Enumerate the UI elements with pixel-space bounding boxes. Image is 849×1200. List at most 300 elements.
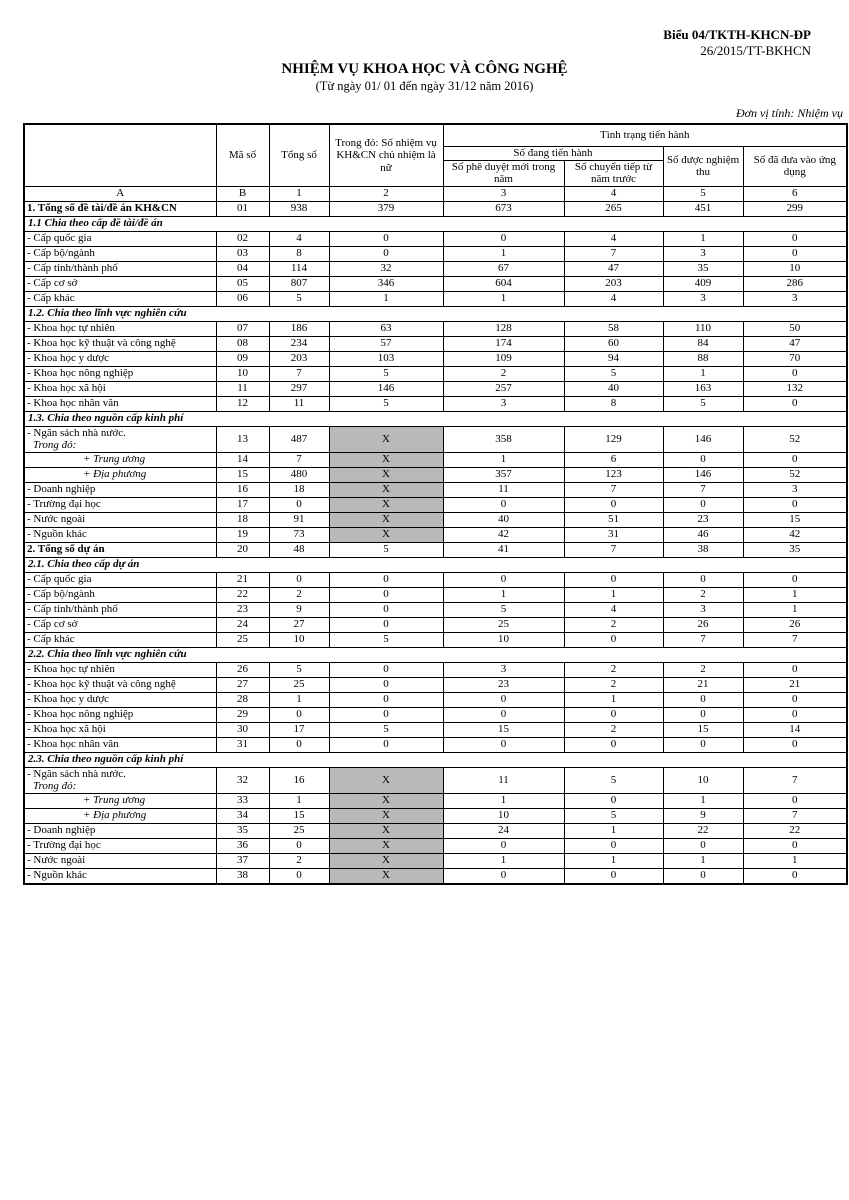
cell-value: 1 — [329, 291, 443, 306]
cell-value: 357 — [443, 467, 564, 482]
cell-value: 0 — [564, 572, 663, 587]
cell-value: 7 — [743, 767, 847, 793]
section-row — [24, 557, 847, 572]
cell-value: 163 — [663, 381, 743, 396]
cell-value: 297 — [269, 381, 329, 396]
cell-value: 1 — [443, 793, 564, 808]
cell-value: 3 — [663, 602, 743, 617]
cell-value: 129 — [564, 426, 663, 452]
cell-value: 91 — [269, 512, 329, 527]
header-chuyen-tiep: Số chuyển tiếp từ năm trước — [564, 160, 663, 186]
section-label: 2.2. Chia theo lĩnh vực nghiên cứu — [24, 647, 847, 662]
table-row — [24, 542, 847, 557]
cell-value: 114 — [269, 261, 329, 276]
cell-value: 51 — [564, 512, 663, 527]
cell-value: 2 — [269, 587, 329, 602]
page-title: NHIỆM VỤ KHOA HỌC VÀ CÔNG NGHỆ — [281, 61, 568, 77]
table-row — [24, 452, 847, 467]
cell-value: 0 — [743, 452, 847, 467]
cell-value: 7 — [564, 542, 663, 557]
cell-value: 10 — [269, 632, 329, 647]
cell-value: 234 — [269, 336, 329, 351]
cell-value: 807 — [269, 276, 329, 291]
cell-value: 7 — [269, 366, 329, 381]
cell-value: 0 — [743, 838, 847, 853]
cell-value: 265 — [564, 201, 663, 216]
row-label: - Khoa học xã hội — [24, 722, 216, 737]
cell-value: 35 — [743, 542, 847, 557]
cell-value: 11 — [443, 767, 564, 793]
row-label: - Cấp bộ/ngành — [24, 246, 216, 261]
cell-value: 379 — [329, 201, 443, 216]
cell-value: 5 — [269, 662, 329, 677]
row-code: 04 — [216, 261, 269, 276]
row-code: 28 — [216, 692, 269, 707]
row-code: 18 — [216, 512, 269, 527]
cell-value: 5 — [329, 632, 443, 647]
table-row — [24, 276, 847, 291]
cell-value: 0 — [329, 737, 443, 752]
cell-value: X — [329, 467, 443, 482]
row-label: + Trung ương — [24, 793, 216, 808]
cell-value: 7 — [663, 482, 743, 497]
cell-value: 0 — [564, 632, 663, 647]
cell-value: 0 — [663, 737, 743, 752]
cell-value: 31 — [564, 527, 663, 542]
title-block — [0, 60, 849, 94]
cell-value: 487 — [269, 426, 329, 452]
cell-value: 7 — [743, 808, 847, 823]
cell-value: 3 — [743, 482, 847, 497]
cell-value: 26 — [743, 617, 847, 632]
section-row — [24, 647, 847, 662]
cell-value: 128 — [443, 321, 564, 336]
cell-value: X — [329, 823, 443, 838]
table-row — [24, 572, 847, 587]
row-code: 01 — [216, 201, 269, 216]
row-code: 30 — [216, 722, 269, 737]
cell-value: 0 — [269, 497, 329, 512]
cell-value: 1 — [269, 692, 329, 707]
row-label: - Khoa học y dược — [24, 351, 216, 366]
row-label: - Khoa học nông nghiệp — [24, 366, 216, 381]
cell-value: 3 — [443, 662, 564, 677]
index-cell: A — [24, 186, 216, 201]
header-tong-so: Tổng số — [269, 124, 329, 186]
table-row — [24, 426, 847, 452]
cell-value: 0 — [329, 602, 443, 617]
row-code: 15 — [216, 467, 269, 482]
header-trong-do: Trong đó: Số nhiệm vụ KH&CN chủ nhiệm là nữ — [329, 124, 443, 186]
cell-value: 5 — [329, 396, 443, 411]
table-row — [24, 291, 847, 306]
cell-value: 0 — [329, 572, 443, 587]
cell-value: 0 — [564, 793, 663, 808]
row-code: 09 — [216, 351, 269, 366]
table-row — [24, 617, 847, 632]
cell-value: 2 — [564, 662, 663, 677]
unit-note: Đơn vị tính: Nhiệm vụ — [735, 106, 843, 120]
index-cell: 5 — [663, 186, 743, 201]
cell-value: 48 — [269, 542, 329, 557]
row-code: 36 — [216, 838, 269, 853]
row-label: - Nguồn khác — [24, 868, 216, 884]
row-label: + Địa phương — [24, 467, 216, 482]
row-code: 16 — [216, 482, 269, 497]
table-row — [24, 497, 847, 512]
cell-value: 9 — [269, 602, 329, 617]
cell-value: 15 — [269, 808, 329, 823]
table-row — [24, 351, 847, 366]
cell-value: 94 — [564, 351, 663, 366]
row-label: - Khoa học tự nhiên — [24, 662, 216, 677]
cell-value: 58 — [564, 321, 663, 336]
cell-value: X — [329, 482, 443, 497]
cell-value: 38 — [663, 542, 743, 557]
cell-value: 5 — [663, 396, 743, 411]
cell-value: 286 — [743, 276, 847, 291]
table-row — [24, 587, 847, 602]
cell-value: 21 — [663, 677, 743, 692]
cell-value: X — [329, 767, 443, 793]
table-row — [24, 482, 847, 497]
cell-value: 0 — [743, 497, 847, 512]
cell-value: 0 — [564, 707, 663, 722]
cell-value: 146 — [329, 381, 443, 396]
cell-value: 23 — [663, 512, 743, 527]
row-label: - Nước ngoài — [24, 853, 216, 868]
row-label: - Khoa học kỹ thuật và công nghệ — [24, 677, 216, 692]
cell-value: 27 — [269, 617, 329, 632]
cell-value: 11 — [443, 482, 564, 497]
cell-value: 1 — [269, 793, 329, 808]
cell-value: 47 — [743, 336, 847, 351]
table-row — [24, 512, 847, 527]
cell-value: 52 — [743, 467, 847, 482]
row-code: 38 — [216, 868, 269, 884]
cell-value: 4 — [564, 231, 663, 246]
cell-value: 8 — [564, 396, 663, 411]
cell-value: 0 — [743, 662, 847, 677]
index-cell: 2 — [329, 186, 443, 201]
row-code: 17 — [216, 497, 269, 512]
cell-value: 2 — [663, 662, 743, 677]
cell-value: 0 — [443, 692, 564, 707]
cell-value: 0 — [743, 246, 847, 261]
row-code: 37 — [216, 853, 269, 868]
index-cell: 1 — [269, 186, 329, 201]
cell-value: 3 — [743, 291, 847, 306]
doc-ref-line-2: 26/2015/TT-BKHCN — [700, 43, 811, 58]
cell-value: 1 — [564, 823, 663, 838]
cell-value: 7 — [743, 632, 847, 647]
table-row — [24, 722, 847, 737]
row-label: + Địa phương — [24, 808, 216, 823]
cell-value: 0 — [743, 231, 847, 246]
row-code: 26 — [216, 662, 269, 677]
cell-value: 67 — [443, 261, 564, 276]
cell-value: 1 — [564, 692, 663, 707]
cell-value: 673 — [443, 201, 564, 216]
cell-value: 0 — [663, 838, 743, 853]
cell-value: 0 — [269, 707, 329, 722]
row-label: - Doanh nghiệp — [24, 823, 216, 838]
table-row — [24, 246, 847, 261]
row-label: - Cấp quốc gia — [24, 572, 216, 587]
table-row — [24, 868, 847, 884]
cell-value: 0 — [663, 452, 743, 467]
row-code: 02 — [216, 231, 269, 246]
header-dang-tien-hanh: Số đang tiến hành — [443, 146, 663, 160]
row-code: 23 — [216, 602, 269, 617]
cell-value: 40 — [564, 381, 663, 396]
cell-value: 1 — [663, 793, 743, 808]
table-row — [24, 396, 847, 411]
cell-value: 70 — [743, 351, 847, 366]
cell-value: 0 — [743, 707, 847, 722]
cell-value: 63 — [329, 321, 443, 336]
section-label: 1.1 Chia theo cấp đề tài/đề án — [24, 216, 847, 231]
index-cell: 3 — [443, 186, 564, 201]
cell-value: 1 — [663, 366, 743, 381]
row-label: - Trường đại học — [24, 838, 216, 853]
cell-value: 0 — [663, 572, 743, 587]
cell-value: 4 — [564, 602, 663, 617]
table-row — [24, 527, 847, 542]
row-label-line1: - Ngân sách nhà nước. — [27, 767, 126, 780]
cell-value: 1 — [564, 853, 663, 868]
cell-value: 22 — [663, 823, 743, 838]
row-label: - Cấp khác — [24, 632, 216, 647]
table-row — [24, 707, 847, 722]
cell-value: 174 — [443, 336, 564, 351]
cell-value: 0 — [443, 868, 564, 884]
cell-value: 1 — [443, 587, 564, 602]
index-row — [24, 186, 847, 201]
row-label: - Cấp cơ sở — [24, 617, 216, 632]
cell-value: 35 — [663, 261, 743, 276]
row-code: 25 — [216, 632, 269, 647]
cell-value: 2 — [564, 677, 663, 692]
row-label: - Cấp bộ/ngành — [24, 587, 216, 602]
cell-value: 0 — [743, 366, 847, 381]
cell-value: 5 — [564, 808, 663, 823]
row-label-line2: Trong đó: — [33, 780, 77, 792]
section-label: 2.1. Chia theo cấp dự án — [24, 557, 847, 572]
header-row-label-blank — [24, 124, 216, 186]
table-row — [24, 381, 847, 396]
cell-value: 0 — [329, 246, 443, 261]
cell-value: 0 — [329, 707, 443, 722]
cell-value: 257 — [443, 381, 564, 396]
cell-value: 18 — [269, 482, 329, 497]
cell-value: 2 — [269, 853, 329, 868]
row-code: 10 — [216, 366, 269, 381]
cell-value: 0 — [443, 572, 564, 587]
cell-value: 5 — [443, 602, 564, 617]
cell-value: 5 — [329, 366, 443, 381]
cell-value: 1 — [443, 246, 564, 261]
cell-value: 299 — [743, 201, 847, 216]
row-code: 12 — [216, 396, 269, 411]
row-label: 2. Tổng số dự án — [24, 542, 216, 557]
cell-value: 4 — [564, 291, 663, 306]
doc-ref-line-1: Biểu 04/TKTH-KHCN-ĐP — [663, 27, 811, 42]
row-code: 20 — [216, 542, 269, 557]
cell-value: 0 — [564, 737, 663, 752]
section-row — [24, 216, 847, 231]
cell-value: 84 — [663, 336, 743, 351]
cell-value: 2 — [443, 366, 564, 381]
cell-value: 0 — [443, 707, 564, 722]
cell-value: 0 — [564, 838, 663, 853]
cell-value: 0 — [329, 617, 443, 632]
cell-value: 21 — [743, 677, 847, 692]
cell-value: 22 — [743, 823, 847, 838]
table-row — [24, 677, 847, 692]
table-row — [24, 793, 847, 808]
cell-value: 23 — [443, 677, 564, 692]
cell-value: X — [329, 497, 443, 512]
cell-value: 1 — [443, 291, 564, 306]
cell-value: 110 — [663, 321, 743, 336]
row-label: 1. Tổng số đề tài/đề án KH&CN — [24, 201, 216, 216]
row-code: 05 — [216, 276, 269, 291]
cell-value: 0 — [443, 231, 564, 246]
row-label: - Cấp khác — [24, 291, 216, 306]
cell-value: 103 — [329, 351, 443, 366]
row-label: - Khoa học xã hội — [24, 381, 216, 396]
cell-value: 1 — [564, 587, 663, 602]
row-label: - Khoa học y dược — [24, 692, 216, 707]
cell-value: 24 — [443, 823, 564, 838]
table-row — [24, 767, 847, 793]
cell-value: 0 — [743, 737, 847, 752]
section-row — [24, 752, 847, 767]
cell-value: X — [329, 512, 443, 527]
cell-value: 146 — [663, 467, 743, 482]
table-row — [24, 808, 847, 823]
cell-value: 46 — [663, 527, 743, 542]
table-row — [24, 336, 847, 351]
cell-value: 0 — [269, 868, 329, 884]
cell-value: 1 — [663, 231, 743, 246]
row-label: - Khoa học tự nhiên — [24, 321, 216, 336]
cell-value: 3 — [663, 246, 743, 261]
row-label: - Cấp tỉnh/thành phố — [24, 261, 216, 276]
table-row — [24, 602, 847, 617]
cell-value: X — [329, 808, 443, 823]
cell-value: 11 — [269, 396, 329, 411]
row-label: - Trường đại học — [24, 497, 216, 512]
cell-value: 358 — [443, 426, 564, 452]
cell-value: 409 — [663, 276, 743, 291]
cell-value: 42 — [743, 527, 847, 542]
cell-value: 0 — [443, 838, 564, 853]
cell-value: 50 — [743, 321, 847, 336]
cell-value: 10 — [743, 261, 847, 276]
cell-value: 1 — [663, 853, 743, 868]
cell-value: X — [329, 853, 443, 868]
header-ung-dung: Số đã đưa vào ứng dụng — [743, 146, 847, 186]
cell-value: 9 — [663, 808, 743, 823]
cell-value: X — [329, 452, 443, 467]
cell-value: 10 — [663, 767, 743, 793]
cell-value: 0 — [663, 692, 743, 707]
table-row — [24, 838, 847, 853]
cell-value: 0 — [443, 737, 564, 752]
cell-value: 3 — [443, 396, 564, 411]
row-label: + Trung ương — [24, 452, 216, 467]
cell-value: 5 — [329, 542, 443, 557]
row-code: 14 — [216, 452, 269, 467]
table-row — [24, 737, 847, 752]
cell-value: 15 — [663, 722, 743, 737]
cell-value: 10 — [443, 632, 564, 647]
cell-value: X — [329, 868, 443, 884]
table-row — [24, 201, 847, 216]
header-tinh-trang: Tình trạng tiến hành — [443, 124, 847, 146]
row-code: 35 — [216, 823, 269, 838]
table-row — [24, 632, 847, 647]
table-row — [24, 823, 847, 838]
cell-value: 0 — [743, 793, 847, 808]
table-row — [24, 467, 847, 482]
cell-value: X — [329, 426, 443, 452]
section-label: 2.3. Chia theo nguồn cấp kinh phí — [24, 752, 847, 767]
cell-value: 2 — [663, 587, 743, 602]
row-code: 22 — [216, 587, 269, 602]
cell-value: 451 — [663, 201, 743, 216]
row-code: 11 — [216, 381, 269, 396]
cell-value: X — [329, 838, 443, 853]
cell-value: 32 — [329, 261, 443, 276]
cell-value: 0 — [329, 587, 443, 602]
cell-value: 0 — [663, 868, 743, 884]
cell-value: 10 — [443, 808, 564, 823]
cell-value: 1 — [743, 587, 847, 602]
row-label-line1: - Ngân sách nhà nước. — [27, 426, 126, 439]
cell-value: 0 — [743, 692, 847, 707]
row-code: 21 — [216, 572, 269, 587]
cell-value: 15 — [743, 512, 847, 527]
row-code: 31 — [216, 737, 269, 752]
cell-value: 5 — [564, 366, 663, 381]
cell-value: 0 — [269, 572, 329, 587]
cell-value: 0 — [269, 737, 329, 752]
index-cell: 4 — [564, 186, 663, 201]
cell-value: 6 — [564, 452, 663, 467]
row-code: 33 — [216, 793, 269, 808]
cell-value: 604 — [443, 276, 564, 291]
cell-value: 109 — [443, 351, 564, 366]
cell-value: 0 — [663, 707, 743, 722]
row-code: 08 — [216, 336, 269, 351]
cell-value: 346 — [329, 276, 443, 291]
table-row — [24, 231, 847, 246]
cell-value: 0 — [329, 692, 443, 707]
cell-value: 73 — [269, 527, 329, 542]
cell-value: 5 — [269, 291, 329, 306]
row-code: 06 — [216, 291, 269, 306]
cell-value: 0 — [329, 662, 443, 677]
cell-value: 5 — [564, 767, 663, 793]
row-label — [24, 426, 216, 452]
cell-value: 0 — [743, 868, 847, 884]
row-label: - Doanh nghiệp — [24, 482, 216, 497]
section-row — [24, 411, 847, 426]
cell-value: 2 — [564, 722, 663, 737]
